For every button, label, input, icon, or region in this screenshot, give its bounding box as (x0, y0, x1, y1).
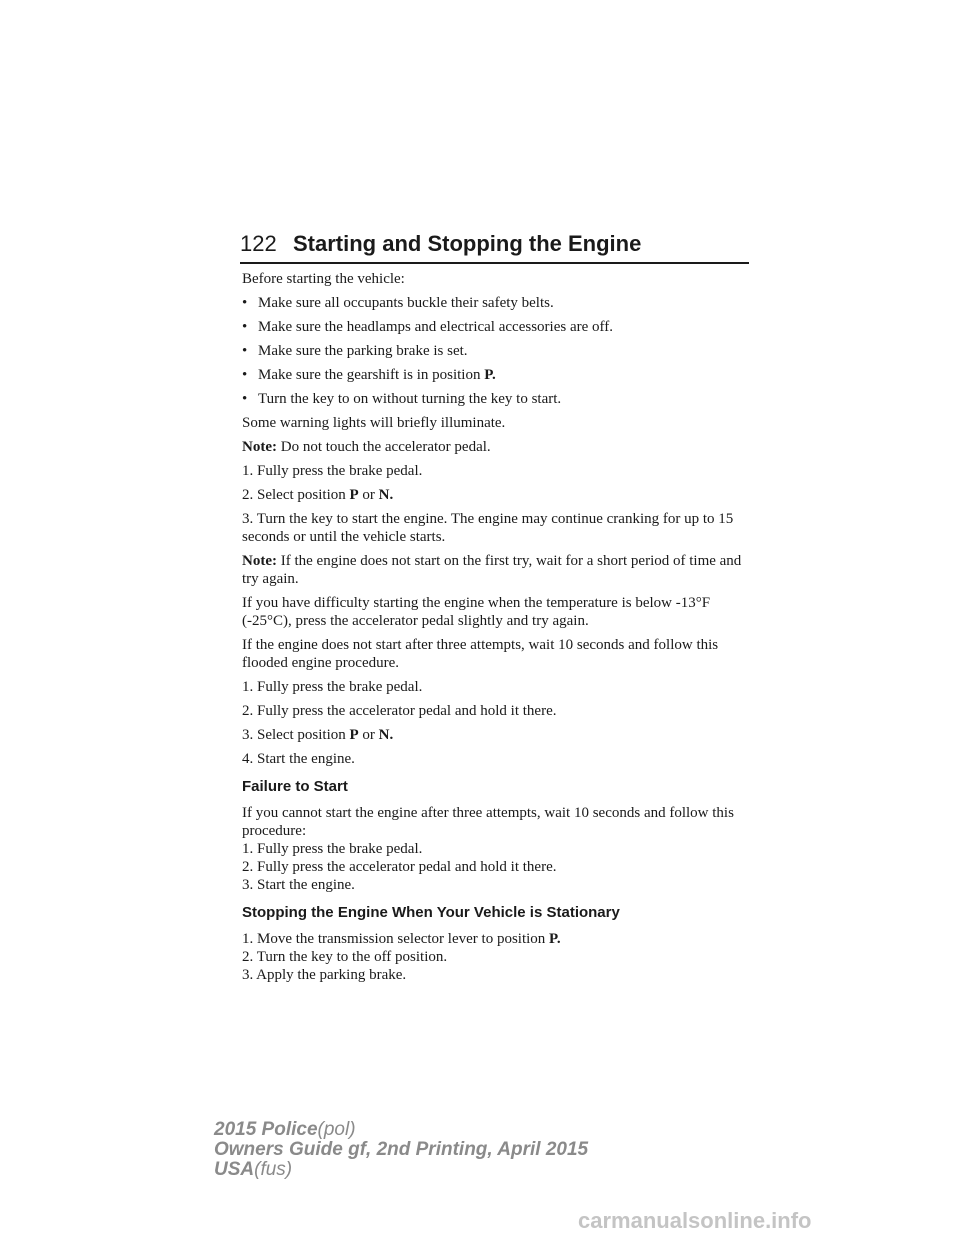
document-footer (214, 1120, 588, 1180)
bullet-icon: • (242, 391, 248, 407)
bullet-icon: • (242, 319, 248, 335)
watermark: carmanualsonline.info (578, 1208, 812, 1233)
note-paragraph: Note: Do not touch the accelerator pedal. (242, 439, 491, 455)
footer-line: 2015 Police(pol) (214, 1119, 356, 1140)
note-paragraph: Note: If the engine does not start on the first try, wait for a short period of time and try again. (242, 553, 742, 587)
bullet-item: • Make sure all occupants buckle their safety belts. (242, 295, 554, 311)
intro-text: Before starting the vehicle: (242, 271, 405, 287)
bullet-item: • Make sure the parking brake is set. (242, 343, 468, 359)
cold-temperature-text: If you have difficulty starting the engine when the temperature is below -13°F (-25°C), press the accelerator pedal slightly and try again. (242, 595, 711, 629)
step-text: 4. Start the engine. (242, 751, 355, 767)
note-label: Note: (242, 439, 277, 455)
flooded-intro-text: If the engine does not start after three attempts, wait 10 seconds and follow this flooded engine procedure. (242, 637, 719, 671)
step-text: 3. Turn the key to start the engine. The engine may continue cranking for up to 15 seconds or until the vehicle starts. (242, 511, 734, 545)
warning-lights-text: Some warning lights will briefly illuminate. (242, 415, 506, 431)
page-number: 122 (240, 231, 277, 256)
bullet-item: • Turn the key to on without turning the key to start. (242, 391, 562, 407)
bullet-item: • Make sure the gearshift is in position P. (242, 367, 496, 383)
step-text: 2. Fully press the accelerator pedal and hold it there. (242, 703, 557, 719)
failure-intro: If you cannot start the engine after three attempts, wait 10 seconds and follow this procedure: (242, 805, 734, 839)
page-header (240, 230, 749, 264)
section-heading-failure: Failure to Start (242, 778, 348, 795)
section-heading-stopping: Stopping the Engine When Your Vehicle is Stationary (242, 904, 620, 921)
step-text: 2. Select position P or N. (242, 487, 394, 503)
chapter-title: Starting and Stopping the Engine (293, 231, 642, 256)
bullet-icon: • (242, 367, 248, 383)
failure-procedure (242, 804, 750, 894)
procedure-step: 1. Fully press the brake pedal. (242, 841, 423, 857)
footer-line: Owners Guide gf, 2nd Printing, April 2015 (214, 1139, 589, 1160)
procedure-step: 1. Move the transmission selector lever to position P. (242, 931, 561, 947)
procedure-step: 2. Fully press the accelerator pedal and hold it there. (242, 859, 557, 875)
footer-line: USA(fus) (214, 1159, 293, 1180)
procedure-step: 2. Turn the key to the off position. (242, 949, 448, 965)
note-label: Note: (242, 553, 277, 569)
step-text: 1. Fully press the brake pedal. (242, 679, 423, 695)
procedure-step: 3. Apply the parking brake. (242, 967, 407, 983)
page-body (242, 270, 750, 990)
step-text: 1. Fully press the brake pedal. (242, 463, 423, 479)
bullet-icon: • (242, 343, 248, 359)
bullet-item: • Make sure the headlamps and electrical accessories are off. (242, 319, 613, 335)
procedure-step: 3. Start the engine. (242, 877, 355, 893)
bullet-icon: • (242, 295, 248, 311)
step-text: 3. Select position P or N. (242, 727, 394, 743)
stopping-procedure (242, 930, 750, 984)
gear-position: P. (484, 367, 496, 383)
